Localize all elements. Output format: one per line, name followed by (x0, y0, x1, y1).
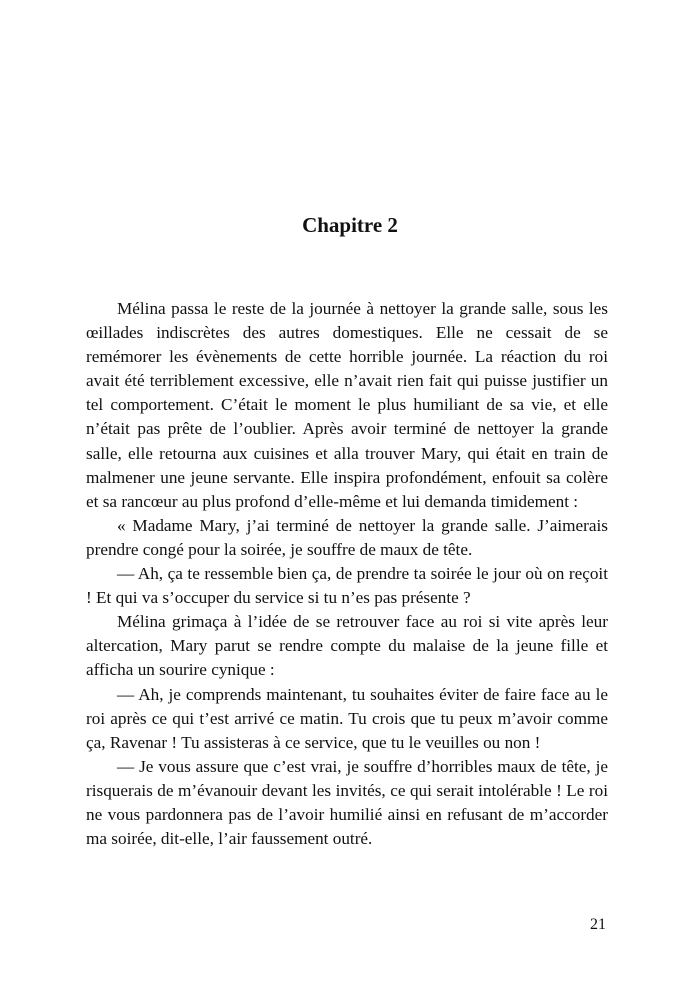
paragraph: « Madame Mary, j’ai terminé de nettoyer la grande salle. J’aimerais prendre congé pour la soirée, je souffre de maux de tête. (86, 515, 608, 559)
paragraph: Mélina passa le reste de la journée à nettoyer la grande salle, sous les œillades indiscrètes des autres domestiques. Elle ne cessait de se remémorer les évènements de cette horrible journée. La réaction du roi avait été terriblement excessive, elle n’avait rien fait qui puisse justifier un tel comportement. C’était le moment le plus humiliant de sa vie, et elle n’était pas prête de l’oublier. Après avoir terminé de nettoyer la grande salle, elle retourna aux cuisines et alla trouver Mary, qui était en train de malmener une jeune servante. Elle inspira profondément, enfouit sa colère et sa rancœur au plus profond d’elle-même et lui demanda timidement : (86, 299, 608, 511)
paragraph: — Je vous assure que c’est vrai, je souffre d’horribles maux de tête, je risquerais de m’évanouir devant les invités, ce qui serait intolérable ! Le roi ne vous pardonnera pas de l’avoir humilié ainsi en refusant de m’accorder ma soirée, dit-elle, l’air faussement outré. (86, 756, 608, 849)
page-number: 21 (590, 916, 606, 933)
chapter-body (86, 297, 608, 851)
paragraph: — Ah, je comprends maintenant, tu souhaites éviter de faire face au le roi après ce qui t’est arrivé ce matin. Tu crois que tu peux m’avoir comme ça, Ravenar ! Tu assisteras à ce service, que tu le veuilles ou non ! (86, 684, 608, 752)
chapter-title: Chapitre 2 (302, 213, 398, 238)
paragraph: Mélina grimaça à l’idée de se retrouver face au roi si vite après leur altercation, Mary parut se rendre compte du malaise de la jeune fille et afficha un sourire cynique : (86, 612, 608, 680)
paragraph: — Ah, ça te ressemble bien ça, de prendre ta soirée le jour où on reçoit ! Et qui va s’occuper du service si tu n’es pas présente ? (86, 564, 608, 608)
